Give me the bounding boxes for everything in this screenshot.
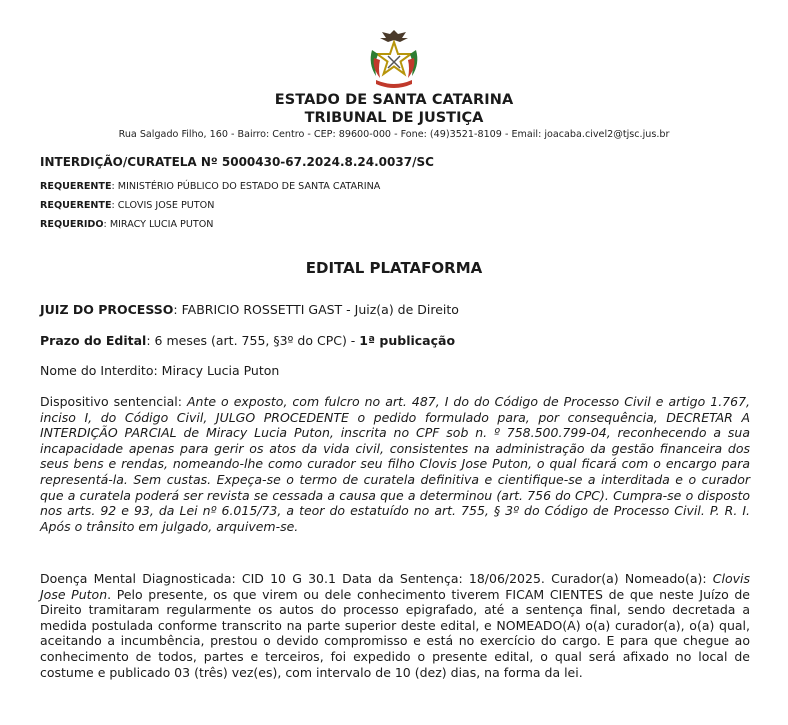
party-line [40,200,214,211]
party-name: : MIRACY LUCIA PUTON [103,219,214,230]
curator-name: Clovis Jose Puton [40,571,750,602]
party-line [40,181,380,192]
document-title: EDITAL PLATAFORMA [305,259,483,277]
party-role: REQUERIDO [40,219,104,230]
sentence-label: Dispositivo sentencial: [40,394,187,409]
disease-paragraph [40,571,750,680]
party-line [40,219,213,230]
state-coat-of-arms-icon [362,28,426,92]
court-name: TRIBUNAL DE JUSTIÇA [304,110,484,126]
judge-label: JUIZ DO PROCESSO [40,302,174,317]
sentence-paragraph [40,394,750,534]
party-name: : CLOVIS JOSE PUTON [111,200,215,211]
judge-line [40,302,459,317]
deadline-label: Prazo do Edital [40,333,147,348]
process-number: INTERDIÇÃO/CURATELA Nº 5000430-67.2024.8.24.0037/SC [40,155,434,169]
state-name: ESTADO DE SANTA CATARINA [274,92,514,108]
judge-value: : FABRICIO ROSSETTI GAST - Juiz(a) de Direito [173,302,459,317]
interdicted-name: Nome do Interdito: Miracy Lucia Puton [40,363,280,378]
publication-label: 1ª publicação [359,333,456,348]
party-role: REQUERENTE [40,181,112,192]
sentence-text: Ante o exposto, com fulcro no art. 487, I do do Código de Processo Civil e artigo 1.767, inciso I, do Código Civil, JULGO PROCEDENTE o pedido formulado para, por consequência, DECRETAR A INTERDIÇÃO PARCIAL de Miracy Lucia Puton, inscrita no CPF sob n. º 758.500.799-04, reconhecendo a sua incapacidade apenas para gerir os atos da vida civil, consistentes na administração da gestão financeira dos seus bens e rendas, nomeando-lhe como curador seu filho Clovis Jose Puton, o qual ficará com o encargo para representá-la. Sem custas. Expeça-se o termo de curatela definitiva e cientifique-se a interditada e o curador que a curatela poderá ser revista se cessada a causa que a determinou (art. 756 do CPC). Cumpra-se o disposto nos arts. 92 e 93, da Lei nº 6.015/73, a teor do estatuído no art. 755, § 3º do Código de Processo Civil. P. R. I. Após o trânsito em julgado, arquivem-se. [40,394,751,534]
disease-text: . Pelo presente, os que virem ou dele conhecimento tiverem FICAM CIENTES de que neste Juízo de Direito tramitaram regularmente os autos do processo epigrafado, até a sentença final, sendo decretada a medida postulada conforme transcrito na parte superior deste edital, e NOMEADO(A) o(a) curador(a), o(a) qual, aceitando a incumbência, prestou o devido compromisso e está no exercício do cargo. E para que chegue ao conhecimento de todos, partes e terceiros, foi expedido o presente edital, o qual será afixado no local de costume e publicado 03 (três) vez(es), com intervalo de 10 (dez) dias, na forma da lei. [40,586,750,680]
court-address: Rua Salgado Filho, 160 - Bairro: Centro - CEP: 89600-000 - Fone: (49)3521-8109 - Email: joacaba.civel2@tjsc.jus.br [118,129,670,140]
party-role: REQUERENTE [40,200,112,211]
disease-intro: Doença Mental Diagnosticada: CID 10 G 30.1 Data da Sentença: 18/06/2025. Curador(a) Nomeado(a): [40,571,713,586]
party-name: : MINISTÉRIO PÚBLICO DO ESTADO DE SANTA CATARINA [111,181,381,192]
deadline-line [40,333,455,348]
deadline-value: : 6 meses (art. 755, §3º do CPC) - [146,333,360,348]
